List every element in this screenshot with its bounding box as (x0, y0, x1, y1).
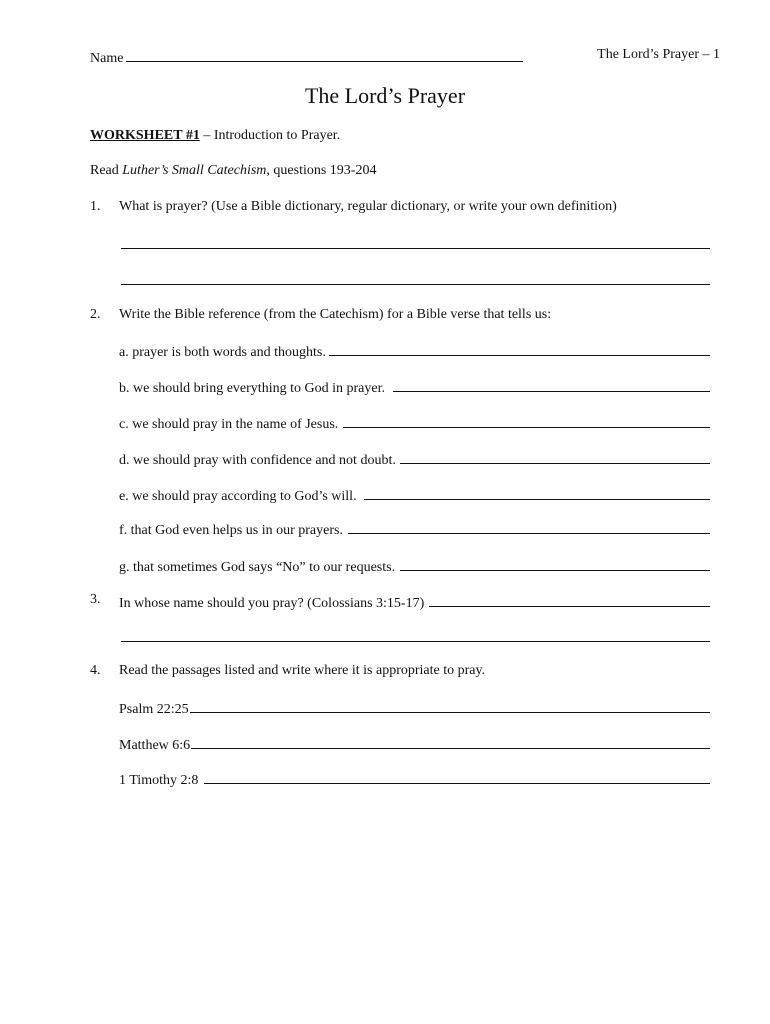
question-2-item-f-answer-line[interactable] (348, 519, 710, 534)
question-2-item-a-text: a. prayer is both words and thoughts. (119, 345, 326, 360)
question-2-item-c (119, 413, 710, 434)
question-3-answer-line-2[interactable] (121, 641, 710, 642)
page-label: The Lord’s Prayer – 1 (597, 47, 720, 62)
question-1-number: 1. (90, 199, 101, 214)
question-2-item-c-answer-line[interactable] (343, 413, 710, 428)
question-3-row (119, 592, 710, 613)
reading-book: Luther’s Small Catechism (122, 163, 267, 178)
name-label: Name (90, 51, 124, 66)
passage-timothy-label: 1 Timothy 2:8 (119, 773, 199, 788)
question-2-number: 2. (90, 307, 101, 322)
question-2-item-a-answer-line[interactable] (329, 341, 710, 356)
name-blank-line[interactable] (126, 47, 523, 62)
question-2-item-e-answer-line[interactable] (364, 485, 710, 500)
question-2-item-e-text: e. we should pray according to God’s will. (119, 489, 357, 504)
question-1-answer-line-1[interactable] (121, 248, 710, 249)
question-2-item-b (119, 377, 710, 398)
question-4-text: Read the passages listed and write where it is appropriate to pray. (119, 663, 486, 678)
question-3-answer-line-1[interactable] (429, 592, 710, 607)
worksheet-label: WORKSHEET #1 (90, 128, 200, 143)
question-4-number: 4. (90, 663, 101, 678)
reading-prefix: Read (90, 163, 123, 178)
passage-matthew-label: Matthew 6:6 (119, 738, 191, 753)
passage-psalm-answer-line[interactable] (190, 698, 710, 713)
passage-matthew-answer-line[interactable] (191, 734, 710, 749)
question-2-item-g-text: g. that sometimes God says “No” to our requests. (119, 560, 396, 575)
passage-psalm (119, 698, 710, 719)
question-1-text: What is prayer? (Use a Bible dictionary, regular dictionary, or write your own definition) (119, 199, 617, 214)
question-2-text: Write the Bible reference (from the Catechism) for a Bible verse that tells us: (119, 307, 552, 322)
passage-matthew (119, 734, 710, 755)
question-2-item-d-answer-line[interactable] (400, 449, 710, 464)
question-2-item-e (119, 485, 710, 506)
question-3-number: 3. (90, 592, 101, 607)
question-3-text: In whose name should you pray? (Colossians 3:15-17) (119, 596, 425, 611)
passage-timothy (119, 769, 710, 790)
passage-timothy-answer-line[interactable] (204, 769, 710, 784)
question-2-item-c-text: c. we should pray in the name of Jesus. (119, 417, 339, 432)
question-2-item-f (119, 519, 710, 540)
question-2-item-f-text: f. that God even helps us in our prayers. (119, 523, 343, 538)
question-2-item-g (119, 556, 710, 577)
worksheet-subtitle: – Introduction to Prayer. (199, 128, 341, 143)
passage-psalm-label: Psalm 22:25 (119, 702, 189, 717)
question-2-item-a (119, 341, 710, 362)
question-2-item-b-answer-line[interactable] (393, 377, 710, 392)
reading-suffix: , questions 193-204 (266, 163, 377, 178)
name-field-row (90, 47, 523, 68)
reading-instruction (90, 163, 376, 179)
worksheet-heading (90, 128, 340, 144)
question-2-item-b-text: b. we should bring everything to God in prayer. (119, 381, 385, 396)
question-2-item-d (119, 449, 710, 470)
question-2-item-g-answer-line[interactable] (400, 556, 710, 571)
question-1-answer-line-2[interactable] (121, 284, 710, 285)
page-title: The Lord’s Prayer (304, 83, 466, 108)
question-2-item-d-text: d. we should pray with confidence and not doubt. (119, 453, 396, 468)
